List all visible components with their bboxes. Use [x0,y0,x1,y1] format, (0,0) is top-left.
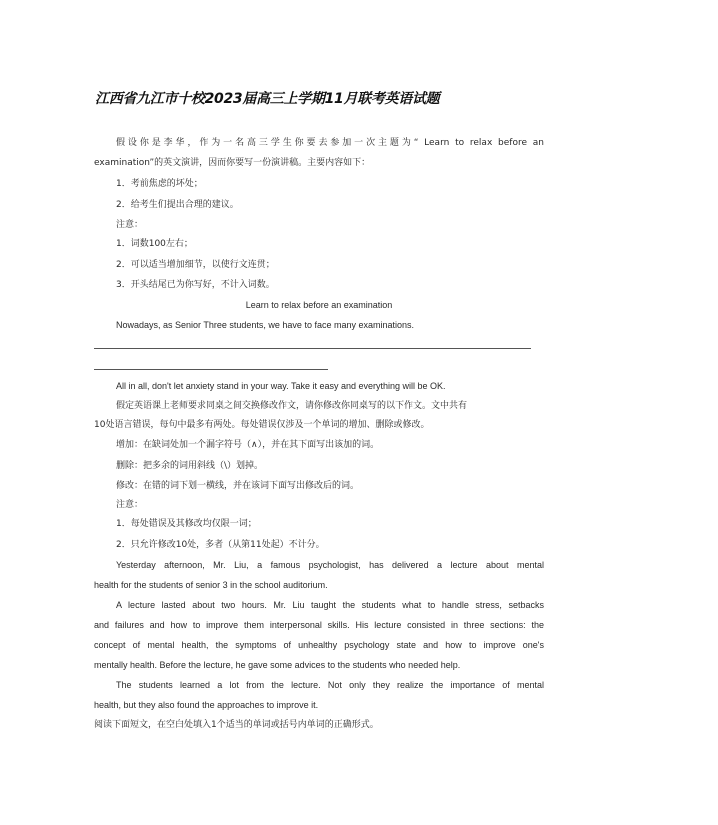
correction-rule-delete: 删除：把多余的词用斜线（\）划掉。 [116,461,264,471]
essay-closing: All in all, don't let anxiety stand in your way. Take it easy and everything will be OK. [116,381,446,391]
correction-note-1: 1．每处错误及其修改均仅限一词； [116,519,257,529]
essay-opening: Nowadays, as Senior Three students, we have to face many examinations. [116,320,414,330]
passage-line-6: mentally health. Before the lecture, he gave some advices to the students who needed help. [94,660,461,670]
writing-note-2: 2．可以适当增加细节，以使行文连贯； [116,260,275,270]
writing-note-3: 3．开头结尾已为你写好，不计入词数。 [116,280,275,290]
answer-line-2 [94,369,328,370]
passage-line-8: health, but they also found the approaches to improve it. [94,700,319,710]
writing-intro-line-1: 假设你是李华，作为一名高三学生你要去参加一次主题为“ Learn to relax before an [116,138,544,148]
correction-intro-line-2: 10处语言错误，每句中最多有两处。每处错误仅涉及一个单词的增加、删除或修改。 [94,420,430,430]
writing-note-label: 注意： [116,220,144,230]
cloze-intro: 阅读下面短文，在空白处填入1个适当的单词或括号内单词的正确形式。 [94,720,379,730]
correction-rule-modify: 修改：在错的词下划一横线，并在该词下面写出修改后的词。 [116,481,360,491]
writing-note-1: 1．词数100左右； [116,239,193,249]
document-title: 江西省九江市十校2023届高三上学期11月联考英语试题 [95,91,440,107]
essay-title: Learn to relax before an examination [245,300,393,310]
passage-line-4: and failures and how to improve them interpersonal skills. His lecture consisted in three sections: the [94,620,544,630]
passage-line-2: health for the students of senior 3 in the school auditorium. [94,580,328,590]
writing-item-2: 2．给考生们提出合理的建议。 [116,200,239,210]
correction-note-2: 2．只允许修改10处，多者（从第11处起）不计分。 [116,540,325,550]
passage-line-1: Yesterday afternoon, Mr. Liu, a famous psychologist, has delivered a lecture about mental [116,560,544,570]
correction-note-label: 注意： [116,500,144,510]
correction-rule-add: 增加：在缺词处加一个漏字符号（∧），并在其下面写出该加的词。 [116,440,380,450]
passage-line-5: concept of mental health, the symptoms of unhealthy psychology state and how to improve one's [94,640,544,650]
passage-line-7: The students learned a lot from the lecture. Not only they realize the importance of mental [116,680,544,690]
writing-item-1: 1．考前焦虑的坏处； [116,179,203,189]
passage-line-3: A lecture lasted about two hours. Mr. Liu taught the students what to handle stress, setbacks [116,600,544,610]
correction-intro-line-1: 假定英语课上老师要求同桌之间交换修改作文，请你修改你同桌写的以下作文。文中共有 [116,401,468,411]
writing-intro-line-2: examination”的英文演讲，因而你要写一份演讲稿。主要内容如下： [94,158,371,168]
answer-line-1 [94,348,531,349]
